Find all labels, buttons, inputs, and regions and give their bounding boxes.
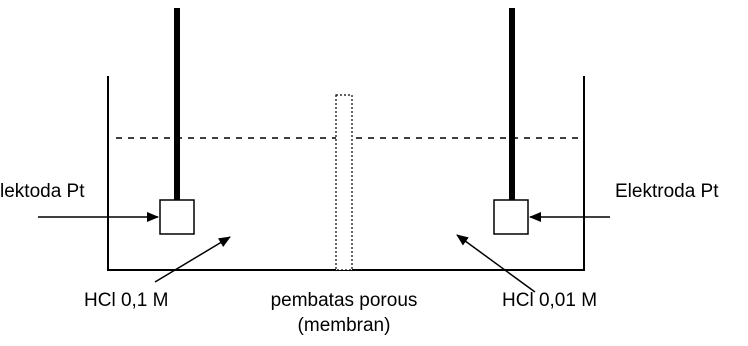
membrane-label-line2: (membran) — [297, 315, 391, 336]
right-electrode-label: Elektroda Pt — [615, 181, 719, 202]
right-electrode-plate — [494, 200, 528, 234]
porous-membrane — [336, 95, 352, 270]
left-electrode-label: lektoda Pt — [0, 181, 85, 202]
membrane-label-line1: pembatas porous — [270, 290, 418, 311]
right-solution-label: HCl 0,01 M — [502, 290, 598, 311]
left-solution-arrow — [155, 237, 230, 282]
right-electrode-rod — [509, 8, 515, 200]
left-solution-label: HCl 0,1 M — [84, 290, 169, 311]
left-electrode-plate — [160, 200, 194, 234]
left-electrode-rod — [174, 8, 180, 200]
right-solution-arrow — [457, 235, 535, 292]
